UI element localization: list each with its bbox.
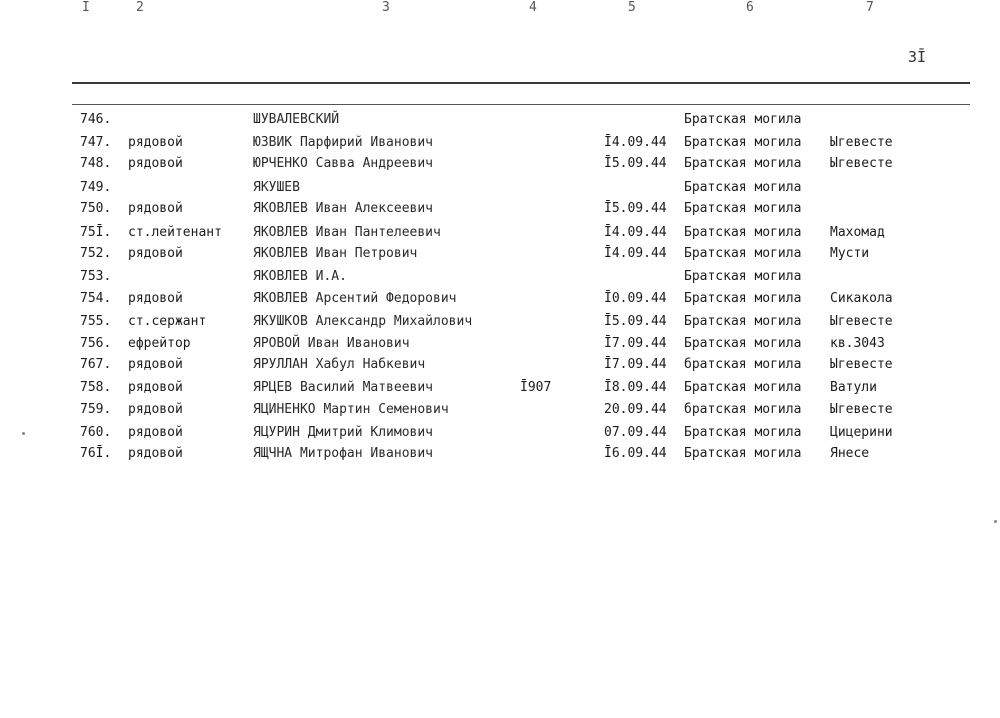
full-name: ЯКОВЛЕВ Иван Петрович [253,246,418,261]
record-number: 760. [80,425,112,440]
table-row [0,133,1000,153]
table-row [0,334,1000,354]
table-header-rule [72,104,970,105]
record-number: 756. [80,336,112,351]
death-date: Ī5.09.44 [604,156,667,171]
full-name: ЮРЧЕНКО Савва Андреевич [253,156,434,171]
burial-type: Братская могила [684,269,802,284]
table-row [0,400,1000,420]
burial-type: Братская могила [684,446,802,461]
burial-type: Братская могила [684,135,802,150]
table-row [0,267,1000,287]
burial-place: Ватули [830,380,877,395]
burial-place: Махомад [830,225,885,240]
rank: ст.сержант [128,314,207,329]
full-name: ЯЦИНЕНКО Мартин Семенович [253,402,449,417]
burial-type: Братская могила [684,291,802,306]
full-name: ЮЗВИК Парфирий Иванович [253,135,434,150]
death-date: Ī4.09.44 [604,135,667,150]
full-name: ЯРЦЕВ Василий Матвеевич [253,380,434,395]
record-number: 76Ī. [80,446,112,461]
rank: рядовой [128,135,183,150]
death-date: Ī5.09.44 [604,201,667,216]
column-header-1: Ī [82,0,90,15]
table-row [0,378,1000,398]
table-row [0,444,1000,464]
table-row [0,423,1000,443]
full-name: ШУВАЛЕВСКИЙ [253,112,340,127]
scan-speck [22,432,25,435]
burial-place: Цицерини [830,425,893,440]
rank: рядовой [128,156,183,171]
burial-type: братская могила [684,402,802,417]
full-name: ЯКОВЛЕВ И.А. [253,269,347,284]
column-header-3: 3 [382,0,390,15]
record-number: 747. [80,135,112,150]
record-number: 748. [80,156,112,171]
record-number: 749. [80,180,112,195]
record-number: 75Ī. [80,225,112,240]
death-date: 07.09.44 [604,425,667,440]
burial-place: Мусти [830,246,870,261]
death-date: Ī6.09.44 [604,446,667,461]
table-row [0,244,1000,264]
table-row [0,110,1000,130]
full-name: ЯЩЧНА Митрофан Иванович [253,446,434,461]
record-number: 759. [80,402,112,417]
full-name: ЯКОВЛЕВ Арсентий Федорович [253,291,457,306]
burial-type: Братская могила [684,425,802,440]
burial-type: Братская могила [684,314,802,329]
rank: рядовой [128,425,183,440]
table-row [0,178,1000,198]
death-date: Ī5.09.44 [604,314,667,329]
record-number: 754. [80,291,112,306]
record-number: 753. [80,269,112,284]
full-name: ЯКУШЕВ [253,180,300,195]
death-date: Ī0.09.44 [604,291,667,306]
rank: рядовой [128,380,183,395]
burial-type: Братская могила [684,112,802,127]
record-number: 767. [80,357,112,372]
death-date: Ī4.09.44 [604,225,667,240]
column-header-2: 2 [136,0,144,15]
full-name: ЯРОВОЙ Иван Иванович [253,336,410,351]
table-row [0,154,1000,174]
full-name: ЯКОВЛЕВ Иван Пантелеевич [253,225,441,240]
table-row [0,355,1000,375]
burial-type: Братская могила [684,246,802,261]
column-header-5: 5 [628,0,636,15]
death-date: Ī7.09.44 [604,336,667,351]
burial-type: братская могила [684,357,802,372]
burial-type: Братская могила [684,380,802,395]
rank: рядовой [128,357,183,372]
burial-place: Ыгевесте [830,402,893,417]
record-number: 746. [80,112,112,127]
birth-year: Ī907 [520,380,552,395]
rank: рядовой [128,201,183,216]
rank: рядовой [128,291,183,306]
full-name: ЯКОВЛЕВ Иван Алексеевич [253,201,434,216]
death-date: 20.09.44 [604,402,667,417]
scan-speck [994,520,997,523]
table-row [0,223,1000,243]
column-header-6: 6 [746,0,754,15]
burial-place: кв.3043 [830,336,885,351]
rank: ст.лейтенант [128,225,222,240]
table-row [0,312,1000,332]
record-number: 758. [80,380,112,395]
table-row [0,289,1000,309]
page-number: 3Ī [908,48,927,66]
burial-type: Братская могила [684,156,802,171]
burial-type: Братская могила [684,336,802,351]
burial-place: Ыгевесте [830,357,893,372]
full-name: ЯЦУРИН Дмитрий Климович [253,425,434,440]
column-header-4: 4 [529,0,537,15]
full-name: ЯКУШКОВ Александр Михайлович [253,314,473,329]
rank: рядовой [128,446,183,461]
burial-place: Сикакола [830,291,893,306]
burial-type: Братская могила [684,225,802,240]
column-header-7: 7 [866,0,874,15]
death-date: Ī7.09.44 [604,357,667,372]
rank: рядовой [128,402,183,417]
burial-place: Ыгевесте [830,135,893,150]
full-name: ЯРУЛЛАН Хабул Набкевич [253,357,426,372]
burial-type: Братская могила [684,180,802,195]
burial-type: Братская могила [684,201,802,216]
burial-place: Ыгевесте [830,156,893,171]
burial-place: Янесе [830,446,870,461]
record-number: 750. [80,201,112,216]
rank: рядовой [128,246,183,261]
table-row [0,199,1000,219]
record-number: 755. [80,314,112,329]
record-number: 752. [80,246,112,261]
death-date: Ī4.09.44 [604,246,667,261]
burial-place: Ыгевесте [830,314,893,329]
death-date: Ī8.09.44 [604,380,667,395]
table-top-rule [72,82,970,84]
rank: ефрейтор [128,336,191,351]
